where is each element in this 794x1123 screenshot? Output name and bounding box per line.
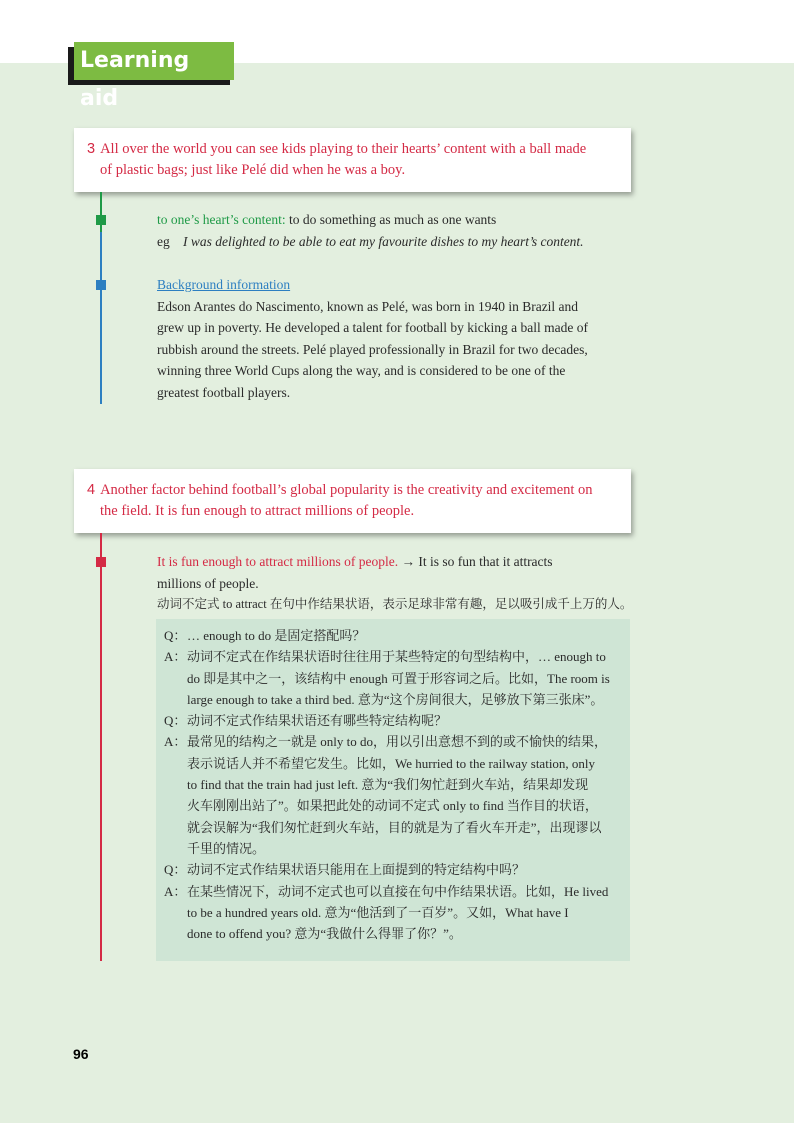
rewrite-cont: millions of people.	[157, 575, 259, 591]
qa-line: 火车刚刚出站了”。如果把此处的动词不定式 only to find 当作目的状语，	[187, 798, 598, 814]
section-title: Learning aid	[74, 42, 234, 80]
qa-entry	[164, 859, 622, 880]
background-heading: Background information	[157, 277, 291, 292]
vocab-term: to one’s heart’s content:	[157, 212, 286, 227]
sentence-line: All over the world you can see kids playing to their hearts’ content with a ball made	[100, 141, 587, 157]
green-rule	[100, 192, 102, 232]
blue-marker-icon	[96, 280, 106, 290]
qa-line: to be a hundred years old. 意为“他活到了一百岁”。又如，What have I	[187, 904, 569, 920]
qa-line: 表示说话人并不希望它发生。比如，We hurried to the railway station, only	[187, 755, 596, 771]
vocab-note	[157, 209, 637, 252]
qa-label: Q：	[164, 862, 187, 878]
qa-label: Q：	[164, 628, 187, 643]
bg-line: rubbish around the streets. Pelé played professionally in Brazil for two decades,	[157, 341, 588, 357]
grammar-note	[157, 551, 637, 616]
green-marker-icon	[96, 215, 106, 225]
qa-label: A：	[164, 649, 187, 665]
grammar-explanation: 动词不定式 to attract 在句中作结果状语，表示足球非常有趣，足以吸引成千上万的人。	[157, 597, 633, 611]
qa-line: 千里的情况。	[187, 840, 266, 856]
qa-line: 动词不定式作结果状语还有哪些特定结构呢？	[187, 713, 448, 729]
qa-line: … enough to do 是固定搭配吗？	[187, 628, 366, 643]
quoted-sentence: It is fun enough to attract millions of people.	[157, 554, 399, 569]
qa-line: to find that the train had just left. 意为“我们匆忙赶到火车站，结果却发现	[187, 777, 589, 793]
qa-entry	[164, 881, 622, 945]
qa-line: 最常见的结构之一就是 only to do，用以引出意想不到的或不愉快的结果，	[187, 734, 607, 750]
blue-rule	[100, 232, 102, 404]
sentence-line: of plastic bags; just like Pelé did when he was a boy.	[100, 162, 406, 178]
sentence-line: the field. It is fun enough to attract millions of people.	[100, 503, 415, 519]
qa-label: A：	[164, 883, 187, 899]
bg-line: Edson Arantes do Nascimento, known as Pelé, was born in 1940 in Brazil and	[157, 298, 579, 314]
qa-label: A：	[164, 734, 187, 750]
sentence-line: Another factor behind football’s global popularity is the creativity and excitement on	[100, 482, 593, 498]
qa-line: done to offend you? 意为“我做什么得罪了你？”。	[187, 926, 462, 942]
page-number: 96	[73, 1046, 89, 1062]
item-number: 4	[87, 482, 96, 498]
sentence-box-3	[74, 128, 631, 192]
eg-text: I was delighted to be able to eat my favourite dishes to my heart’s content.	[183, 233, 584, 249]
qa-label: Q：	[164, 713, 187, 729]
vocab-definition: to do something as much as one wants	[285, 212, 497, 227]
red-rule	[100, 533, 102, 961]
red-marker-icon	[96, 557, 106, 567]
qa-line: large enough to take a third bed. 意为“这个房间很大，足够放下第三张床”。	[187, 691, 604, 707]
bg-line: greatest football players.	[157, 384, 291, 400]
bg-line: grew up in poverty. He developed a talent for football by kicking a ball made of	[157, 320, 588, 335]
qa-line: 在某些情况下，动词不定式也可以直接在句中作结果状语。比如，He lived	[187, 883, 609, 899]
bg-line: winning three World Cups along the way, and is considered to be one of the	[157, 363, 566, 378]
sentence-box-4	[74, 469, 631, 533]
qa-entry	[164, 731, 622, 859]
qa-line: 动词不定式作结果状语只能用在上面提到的特定结构中吗？	[187, 862, 526, 878]
qa-line: 就会误解为“我们匆忙赶到火车站，目的就是为了看火车开走”，出现谬以	[187, 819, 602, 835]
background-info	[157, 274, 637, 403]
eg-label: eg	[157, 233, 170, 249]
qa-box	[156, 619, 630, 961]
qa-line: 动词不定式在作结果状语时往往用于某些特定的句型结构中，… enough to	[187, 649, 606, 665]
item-number: 3	[87, 141, 96, 157]
qa-entry	[164, 625, 622, 646]
rewrite: → It is so fun that it attracts	[398, 554, 553, 569]
qa-line: do 即是其中之一，该结构中 enough 可置于形容词之后。比如，The room is	[187, 670, 610, 686]
qa-entry	[164, 710, 622, 731]
qa-entry	[164, 646, 622, 710]
